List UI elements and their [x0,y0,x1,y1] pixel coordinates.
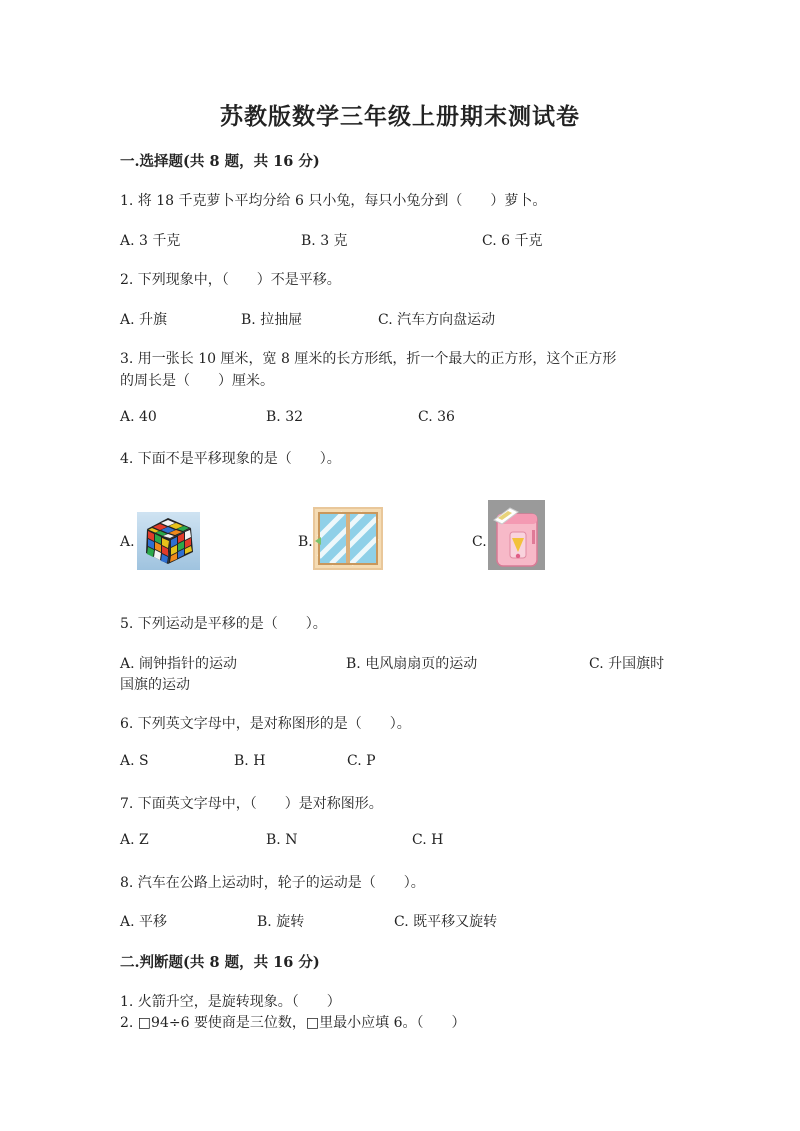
question-1: 1. 将 18 千克萝卜平均分给 6 只小兔，每只小兔分到（ ）萝卜。 [120,193,547,209]
question-4: 4. 下面不是平移现象的是（ ）。 [120,451,341,467]
question-2: 2. 下列现象中，（ ）不是平移。 [120,272,341,288]
q2-option-a: A. 升旗 [120,312,168,328]
q4-option-a-label: A. [120,534,135,550]
section-heading-choice: 一.选择题(共 8 题，共 16 分) [120,153,320,170]
q7-option-b: B. N [266,832,298,848]
q3-option-b: B. 32 [266,409,304,425]
q5-option-c: C. 升国旗时 [589,656,665,672]
judgment-2: 2. □94÷6 要使商是三位数，□里最小应填 6。（ ） [120,1015,466,1031]
rubiks-cube-icon [137,512,200,570]
q8-option-c: C. 既平移又旋转 [394,914,498,930]
q2-option-b: B. 拉抽屉 [241,312,303,328]
question-6: 6. 下列英文字母中，是对称图形的是（ ）。 [120,716,411,732]
question-7: 7. 下面英文字母中，（ ）是对称图形。 [120,796,383,812]
question-5: 5. 下列运动是平移的是（ ）。 [120,616,327,632]
question-3-line-1: 3. 用一张长 10 厘米，宽 8 厘米的长方形纸，折一个最大的正方形，这个正方形 [120,351,617,367]
q6-option-a: A. S [120,753,149,769]
page-title: 苏教版数学三年级上册期末测试卷 [220,103,580,130]
section-heading-judgment: 二.判断题(共 8 题，共 16 分) [120,954,320,971]
q7-option-a: A. Z [120,832,149,848]
q5-option-a: A. 闹钟指针的运动 [120,656,238,672]
q5-option-c-continued: 国旗的运动 [120,677,190,693]
q8-option-a: A. 平移 [120,914,168,930]
question-8: 8. 汽车在公路上运动时，轮子的运动是（ ）。 [120,875,425,891]
q5-option-b: B. 电风扇扇页的运动 [346,656,478,672]
q3-option-c: C. 36 [418,409,455,425]
q1-option-a: A. 3 千克 [120,233,181,249]
q3-option-a: A. 40 [120,409,157,425]
q6-option-c: C. P [347,753,376,769]
q7-option-c: C. H [412,832,444,848]
question-3-line-2: 的周长是（ ）厘米。 [120,373,274,389]
q4-option-c-label: C. [472,534,487,550]
q2-option-c: C. 汽车方向盘运动 [378,312,496,328]
judgment-1: 1. 火箭升空，是旋转现象。（ ） [120,994,341,1010]
q4-option-b-label: B. [298,534,313,550]
q1-option-b: B. 3 克 [301,233,348,249]
q1-option-c: C. 6 千克 [482,233,543,249]
sliding-window-icon [313,507,383,570]
pink-toaster-icon [488,500,545,570]
q8-option-b: B. 旋转 [257,914,305,930]
q6-option-b: B. H [234,753,266,769]
